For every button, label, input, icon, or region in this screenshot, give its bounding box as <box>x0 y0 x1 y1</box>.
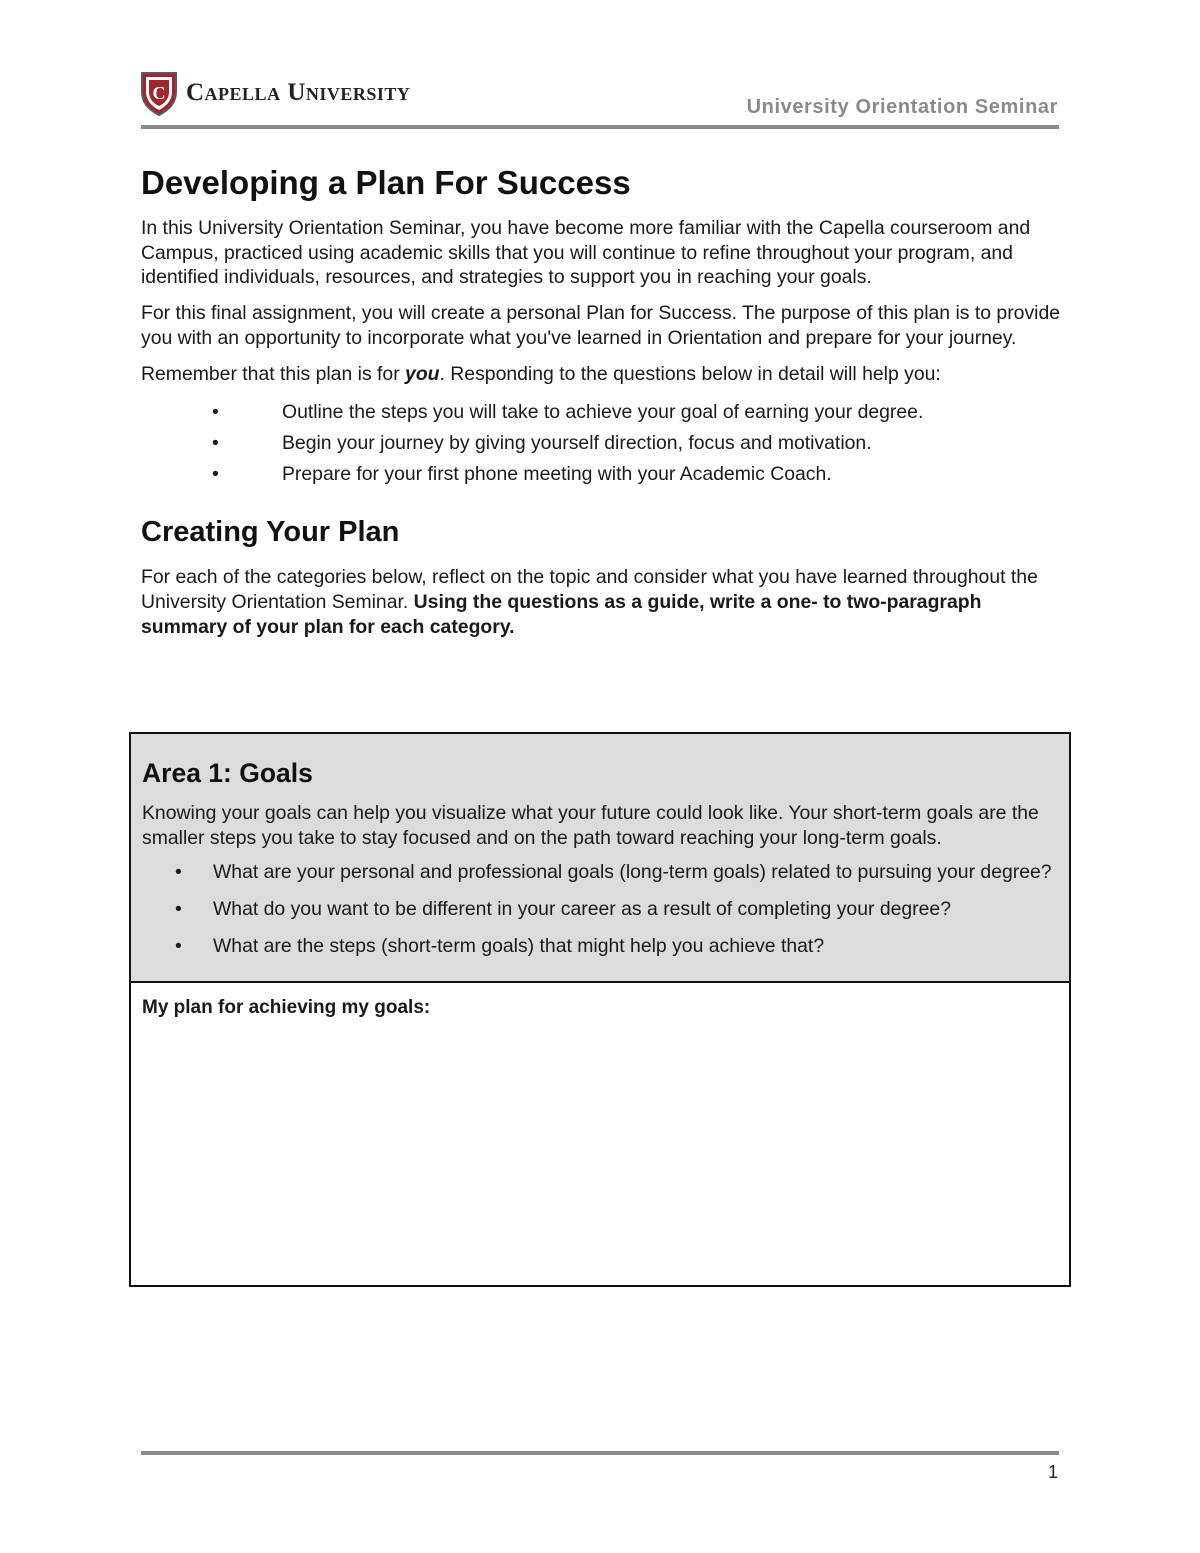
emphasis-you: you <box>405 362 440 385</box>
list-item <box>141 431 1061 456</box>
bullet-icon: • <box>175 934 182 957</box>
area-1-title: Area 1: Goals <box>142 758 313 788</box>
intro-paragraph-3 <box>141 362 1061 387</box>
bullet-icon: • <box>175 861 182 884</box>
main-content <box>141 164 1061 650</box>
question-text: What do you want to be different in your career as a result of completing your degree? <box>213 898 951 921</box>
capella-logo <box>140 70 410 116</box>
shield-letter: C <box>152 83 166 103</box>
area-1-table <box>129 732 1071 1287</box>
area-1-prompt-cell <box>131 734 1069 983</box>
area-1-question-list <box>142 860 1059 958</box>
page-title: Developing a Plan For Success <box>141 164 631 201</box>
creating-paragraph <box>141 565 1061 639</box>
area-1-plan-cell[interactable] <box>131 983 1069 1285</box>
bullet-icon: • <box>212 431 219 454</box>
list-item <box>142 897 1059 922</box>
list-item-text: Prepare for your first phone meeting with your Academic Coach. <box>282 462 832 485</box>
question-text: What are your personal and professional goals (long-term goals) related to pursuing your degree? <box>213 861 1052 884</box>
capella-shield-icon <box>140 70 178 116</box>
list-item <box>141 400 1061 425</box>
section-title-creating-plan: Creating Your Plan <box>141 516 400 549</box>
intro-paragraph-2: For this final assignment, you will create a personal Plan for Success. The purpose of this plan is to provide you with an opportunity to incorporate what you've learned in Orientation and prepare for your journey. <box>141 302 1061 349</box>
list-item <box>142 860 1059 885</box>
plan-label: My plan for achieving my goals: <box>142 996 431 1018</box>
bullet-icon: • <box>175 898 182 921</box>
list-item <box>141 462 1061 487</box>
creating-text: For each of the categories below, reflect on the topic and consider what you have learned throughout the University Orientation Seminar. <box>141 566 1038 614</box>
bullet-icon: • <box>212 401 219 424</box>
logo-text: Capella University <box>186 79 411 106</box>
list-item-text: Outline the steps you will take to achieve your goal of earning your degree. <box>282 401 924 424</box>
bullet-icon: • <box>212 462 219 485</box>
page-number: 1 <box>1047 1462 1058 1482</box>
list-item-text: Begin your journey by giving yourself direction, focus and motivation. <box>282 431 872 454</box>
creating-bold-text: Using the questions as a guide, write a one- to two-paragraph summary of your plan for each category. <box>141 591 982 638</box>
header-rule <box>141 125 1059 129</box>
header-title: University Orientation Seminar <box>746 96 1058 118</box>
footer-rule <box>141 1451 1059 1455</box>
area-1-description: Knowing your goals can help you visualize what your future could look like. Your short-term goals are the smaller steps you take to stay focused and on the path toward reaching your long-term goals. <box>142 802 1039 849</box>
list-item <box>142 934 1059 959</box>
intro-bullet-list <box>141 400 1061 486</box>
intro-paragraph-1: In this University Orientation Seminar, you have become more familiar with the Capella courseroom and Campus, practiced using academic skills that you will continue to refine throughout your program, and identified individuals, resources, and strategies to support you in reaching your goals. <box>141 217 1031 289</box>
question-text: What are the steps (short-term goals) that might help you achieve that? <box>213 934 825 957</box>
para3-end: . Responding to the questions below in detail will help you: <box>439 362 941 385</box>
para3-start: Remember that this plan is for <box>141 362 406 385</box>
